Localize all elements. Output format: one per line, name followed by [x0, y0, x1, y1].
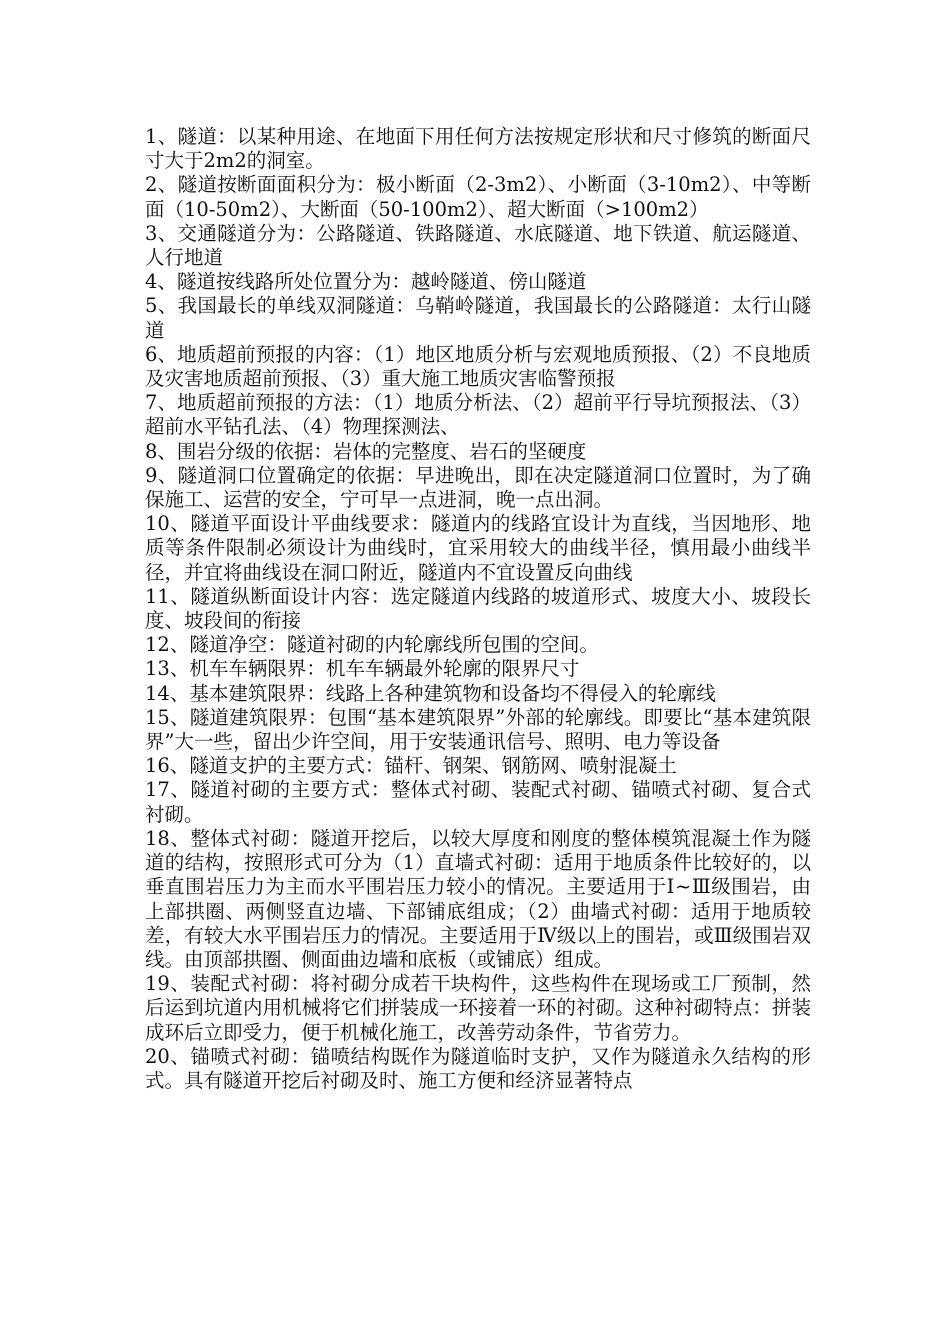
paragraph-19: 19、装配式衬砌：将衬砌分成若干块构件，这些构件在现场或工厂预制，然后运到坑道内用机械将它们拼装成一环接着一环的衬砌。这种衬砌特点：拼装成环后立即受力，便于机械化施工，改善劳动条件，节省劳力。: [145, 972, 811, 1044]
paragraph-20: 20、锚喷式衬砌：锚喷结构既作为隧道临时支护，又作为隧道永久结构的形式。具有隧道开挖后衬砌及时、施工方便和经济显著特点: [145, 1044, 811, 1092]
paragraph-7: 7、地质超前预报的方法：（1）地质分析法、（2）超前平行导坑预报法、（3）超前水平钻孔法、（4）物理探测法、: [145, 391, 811, 439]
paragraph-9: 9、隧道洞口位置确定的依据：早进晚出，即在决定隧道洞口位置时，为了确保施工、运营的安全，宁可早一点进洞，晚一点出洞。: [145, 463, 811, 512]
paragraph-2: 2、隧道按断面面积分为：极小断面（2-3m2）、小断面（3-10m2）、中等断面（10-50m2）、大断面（50-100m2）、超大断面（>100m2）: [145, 173, 811, 221]
document-body: [145, 125, 811, 1093]
paragraph-3: 3、交通隧道分为：公路隧道、铁路隧道、水底隧道、地下铁道、航运隧道、人行地道: [145, 221, 811, 270]
paragraph-10: 10、隧道平面设计平曲线要求：隧道内的线路宜设计为直线，当因地形、地质等条件限制必须设计为曲线时，宜采用较大的曲线半径，慎用最小曲线半径，并宜将曲线设在洞口附近，隧道内不宜设置反向曲线: [145, 512, 811, 584]
paragraph-15: 15、隧道建筑限界：包围“基本建筑限界”外部的轮廓线。即要比“基本建筑限界”大一些，留出少许空间，用于安装通讯信号、照明、电力等设备: [145, 705, 811, 754]
paragraph-12: 12、隧道净空：隧道衬砌的内轮廓线所包围的空间。: [145, 633, 599, 657]
paragraph-5: 5、我国最长的单线双洞隧道：乌鞘岭隧道，我国最长的公路隧道：太行山隧道: [145, 294, 811, 342]
paragraph-13: 13、机车车辆限界：机车车辆最外轮廓的限界尺寸: [145, 657, 580, 681]
paragraph-8: 8、围岩分级的依据：岩体的完整度、岩石的坚硬度: [145, 439, 587, 463]
paragraph-11: 11、隧道纵断面设计内容：选定隧道内线路的坡道形式、坡度大小、坡段长度、坡段间的衔接: [145, 584, 811, 633]
paragraph-4: 4、隧道按线路所处位置分为：越岭隧道、傍山隧道: [145, 270, 587, 294]
paragraph-18: 18、整体式衬砌：隧道开挖后，以较大厚度和刚度的整体模筑混凝土作为隧道的结构，按照形式可分为（1）直墙式衬砌：适用于地质条件比较好的，以垂直围岩压力为主而水平围岩压力较小的情况。主要适用于Ⅰ~Ⅲ级围岩，由上部拱圈、两侧竖直边墙、下部铺底组成；（2）曲墙式衬砌：适用于地质较差，有较大水平围岩压力的情况。主要适用于Ⅳ级以上的围岩，或Ⅲ级围岩双线。由顶部拱圈、侧面曲边墙和底板（或铺底）组成。: [145, 826, 811, 971]
paragraph-16: 16、隧道支护的主要方式：锚杆、钢架、钢筋网、喷射混凝土: [145, 754, 677, 778]
paragraph-6: 6、地质超前预报的内容：（1）地区地质分析与宏观地质预报、（2）不良地质及灾害地质超前预报、（3）重大施工地质灾害临警预报: [145, 342, 811, 391]
paragraph-14: 14、基本建筑限界：线路上各种建筑物和设备均不得侵入的轮廓线: [145, 681, 716, 705]
paragraph-17: 17、隧道衬砌的主要方式：整体式衬砌、装配式衬砌、锚喷式衬砌、复合式衬砌。: [145, 778, 811, 826]
paragraph-1: 1、隧道：以某种用途、在地面下用任何方法按规定形状和尺寸修筑的断面尺寸大于2m2的洞室。: [145, 125, 811, 173]
